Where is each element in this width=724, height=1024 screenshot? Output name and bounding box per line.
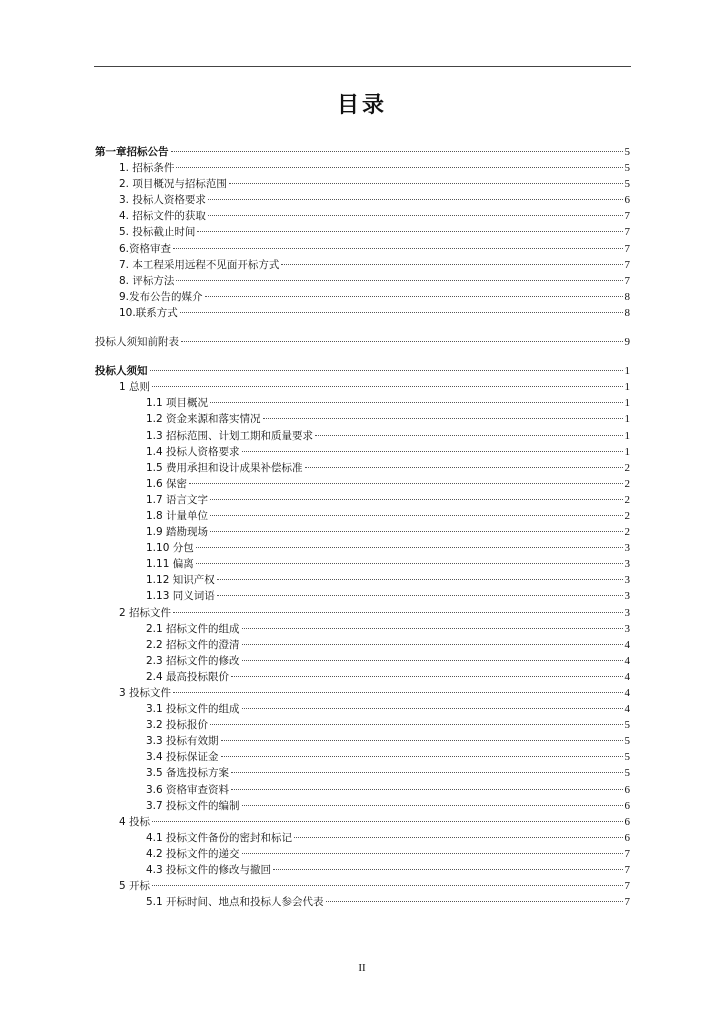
toc-entry-label: 7. 本工程采用远程不见面开标方式 bbox=[119, 258, 280, 271]
toc-dot-leader bbox=[231, 772, 622, 773]
toc-entry-label: 2. 项目概况与招标范围 bbox=[119, 178, 227, 191]
toc-entry-label: 1.6 保密 bbox=[146, 477, 188, 490]
toc-entry-label: 3.5 备选投标方案 bbox=[146, 767, 230, 780]
toc-dot-leader bbox=[181, 341, 623, 342]
toc-dot-leader bbox=[176, 167, 622, 168]
toc-dot-leader bbox=[197, 231, 622, 232]
toc-entry-label: 3.4 投标保证金 bbox=[146, 751, 219, 764]
toc-dot-leader bbox=[326, 901, 623, 902]
toc-dot-leader bbox=[210, 724, 622, 725]
toc-entry-page: 5 bbox=[624, 767, 630, 780]
toc-entry[interactable] bbox=[95, 363, 630, 379]
toc-entry-page: 7 bbox=[624, 864, 630, 877]
toc-entry[interactable] bbox=[95, 846, 630, 862]
toc-dot-leader bbox=[263, 418, 623, 419]
toc-entry[interactable] bbox=[95, 685, 630, 701]
toc-entry[interactable] bbox=[95, 605, 630, 621]
toc-entry-label: 1.3 招标范围、计划工期和质量要求 bbox=[146, 429, 314, 442]
toc-entry-label: 3.1 投标文件的组成 bbox=[146, 703, 240, 716]
toc-entry[interactable] bbox=[95, 144, 630, 160]
toc-entry-label: 4.2 投标文件的递交 bbox=[146, 847, 240, 860]
toc-entry-label: 1 总则 bbox=[119, 381, 151, 394]
toc-entry[interactable] bbox=[95, 669, 630, 685]
toc-dot-leader bbox=[171, 151, 623, 152]
toc-entry-page: 5 bbox=[624, 751, 630, 764]
toc-entry-label: 1.4 投标人资格要求 bbox=[146, 445, 240, 458]
toc-entry-label: 5. 投标截止时间 bbox=[119, 226, 196, 239]
toc-entry-page: 5 bbox=[624, 719, 630, 732]
toc-entry-label: 9.发布公告的媒介 bbox=[119, 290, 203, 303]
toc-entry-page: 7 bbox=[624, 847, 630, 860]
toc-entry-label: 投标人须知前附表 bbox=[95, 336, 179, 349]
toc-dot-leader bbox=[217, 579, 623, 580]
page-number: II bbox=[358, 962, 366, 974]
toc-entry-page: 2 bbox=[624, 493, 630, 506]
toc-entry-label: 4. 招标文件的获取 bbox=[119, 210, 206, 223]
toc-entry-label: 3 投标文件 bbox=[119, 687, 172, 699]
toc-dot-leader bbox=[242, 660, 623, 661]
toc-dot-leader bbox=[210, 499, 622, 500]
toc-entry-label: 第一章招标公告 bbox=[95, 146, 169, 158]
toc-entry[interactable] bbox=[95, 653, 630, 669]
toc-entry-page: 3 bbox=[624, 622, 630, 635]
toc-entry-page: 7 bbox=[624, 274, 630, 287]
toc-dot-leader bbox=[173, 248, 622, 249]
toc-dot-leader bbox=[208, 215, 623, 216]
toc-entry[interactable] bbox=[95, 379, 630, 395]
toc-dot-leader bbox=[152, 386, 622, 387]
toc-dot-leader bbox=[221, 756, 623, 757]
toc-dot-leader bbox=[242, 451, 623, 452]
toc-dot-leader bbox=[281, 264, 622, 265]
toc-dot-leader bbox=[208, 199, 623, 200]
toc-dot-leader bbox=[173, 612, 622, 613]
toc-entry-label: 2.2 招标文件的澄清 bbox=[146, 638, 240, 651]
toc-entry-page: 7 bbox=[624, 896, 630, 909]
toc-entry[interactable] bbox=[95, 637, 630, 653]
toc-entry[interactable] bbox=[95, 717, 630, 733]
toc-entry[interactable] bbox=[95, 621, 630, 637]
toc-entry-page: 6 bbox=[624, 799, 630, 812]
toc-entry-page: 6 bbox=[624, 831, 630, 844]
toc-entry-label: 1.7 语言文字 bbox=[146, 493, 209, 506]
toc-entry-page: 1 bbox=[624, 365, 630, 378]
toc-dot-leader bbox=[242, 805, 623, 806]
toc-dot-leader bbox=[273, 869, 622, 870]
toc-entry[interactable] bbox=[95, 814, 630, 830]
toc-entry[interactable] bbox=[95, 273, 630, 289]
toc-entry-page: 7 bbox=[624, 210, 630, 223]
toc-entry[interactable] bbox=[95, 395, 630, 411]
toc-dot-leader bbox=[231, 789, 622, 790]
toc-entry[interactable] bbox=[95, 798, 630, 814]
toc-dot-leader bbox=[242, 644, 623, 645]
toc-entry-page: 1 bbox=[624, 381, 630, 394]
toc-entry-page: 2 bbox=[624, 461, 630, 474]
toc-entry-page: 5 bbox=[624, 178, 630, 191]
toc-entry-page: 2 bbox=[624, 526, 630, 539]
toc-entry-page: 6 bbox=[624, 783, 630, 796]
toc-entry[interactable] bbox=[95, 733, 630, 749]
toc-entry[interactable] bbox=[95, 305, 630, 321]
toc-entry-page: 2 bbox=[624, 477, 630, 490]
toc-entry-label: 2.1 招标文件的组成 bbox=[146, 622, 240, 635]
toc-entry[interactable] bbox=[95, 862, 630, 878]
toc-entry-page: 3 bbox=[624, 590, 630, 603]
toc-entry-page: 8 bbox=[624, 290, 630, 303]
toc-dot-leader bbox=[180, 312, 623, 313]
toc-dot-leader bbox=[196, 563, 623, 564]
toc-entry[interactable] bbox=[95, 257, 630, 273]
toc-entry-page: 9 bbox=[624, 336, 630, 349]
toc-entry-page: 2 bbox=[624, 509, 630, 522]
toc-entry-label: 4.1 投标文件备份的密封和标记 bbox=[146, 831, 293, 844]
toc-dot-leader bbox=[294, 837, 622, 838]
toc-entry[interactable] bbox=[95, 241, 630, 257]
toc-entry[interactable] bbox=[95, 508, 630, 524]
toc-dot-leader bbox=[173, 692, 622, 693]
toc-entry[interactable] bbox=[95, 894, 630, 910]
toc-dot-leader bbox=[205, 296, 623, 297]
toc-entry-label: 1.1 项目概况 bbox=[146, 397, 209, 410]
toc-entry[interactable] bbox=[95, 830, 630, 846]
toc-entry-page: 7 bbox=[624, 226, 630, 239]
toc-entry[interactable] bbox=[95, 160, 630, 176]
toc-dot-leader bbox=[242, 708, 623, 709]
toc-entry-page: 4 bbox=[624, 703, 630, 716]
toc-entry-page: 4 bbox=[624, 638, 630, 651]
toc-entry-label: 1.12 知识产权 bbox=[146, 574, 215, 587]
toc-entry-label: 6.资格审查 bbox=[119, 242, 172, 255]
toc-entry-page: 3 bbox=[624, 558, 630, 571]
toc-dot-leader bbox=[189, 483, 622, 484]
toc-entry-page: 1 bbox=[624, 429, 630, 442]
toc-dot-leader bbox=[152, 885, 622, 886]
toc-entry-label: 4.3 投标文件的修改与撤回 bbox=[146, 864, 272, 877]
toc-entry-label: 1. 招标条件 bbox=[119, 162, 175, 175]
toc-entry-page: 4 bbox=[624, 654, 630, 667]
page-title: 目录 bbox=[336, 93, 387, 118]
toc-entry-label: 1.11 偏离 bbox=[146, 558, 194, 571]
toc-entry-page: 3 bbox=[624, 606, 630, 619]
toc-entry[interactable] bbox=[95, 224, 630, 240]
toc-dot-leader bbox=[231, 676, 622, 677]
toc-entry-page: 3 bbox=[624, 542, 630, 555]
toc-dot-leader bbox=[242, 628, 623, 629]
toc-entry-page: 5 bbox=[624, 146, 630, 158]
toc-dot-leader bbox=[152, 821, 622, 822]
toc-entry-page: 1 bbox=[624, 445, 630, 458]
toc-entry-page: 3 bbox=[624, 574, 630, 587]
toc-entry[interactable] bbox=[95, 460, 630, 476]
toc-entry-label: 3.6 资格审查资料 bbox=[146, 783, 230, 796]
toc-entry[interactable] bbox=[95, 540, 630, 556]
toc-entry[interactable] bbox=[95, 334, 630, 350]
toc-entry-label: 投标人须知 bbox=[95, 365, 148, 378]
toc-entry[interactable] bbox=[95, 192, 630, 208]
toc-entry[interactable] bbox=[95, 701, 630, 717]
toc-entry-label: 3. 投标人资格要求 bbox=[119, 194, 206, 207]
toc-entry-label: 2 招标文件 bbox=[119, 606, 172, 619]
toc-entry-label: 5 开标 bbox=[119, 880, 151, 893]
toc-entry[interactable] bbox=[95, 765, 630, 781]
toc-entry[interactable] bbox=[95, 428, 630, 444]
header-rule bbox=[94, 66, 631, 67]
toc-entry[interactable] bbox=[95, 524, 630, 540]
toc-entry[interactable] bbox=[95, 782, 630, 798]
toc-dot-leader bbox=[315, 435, 622, 436]
toc-entry-label: 10.联系方式 bbox=[119, 306, 178, 319]
toc-entry-label: 5.1 开标时间、地点和投标人参会代表 bbox=[146, 896, 324, 909]
toc-entry-page: 5 bbox=[624, 735, 630, 748]
toc-entry-label: 3.3 投标有效期 bbox=[146, 735, 219, 748]
table-of-contents bbox=[95, 144, 630, 910]
toc-entry[interactable] bbox=[95, 878, 630, 894]
toc-entry-page: 4 bbox=[624, 687, 630, 699]
toc-entry-page: 5 bbox=[624, 162, 630, 175]
toc-dot-leader bbox=[210, 531, 622, 532]
toc-dot-leader bbox=[150, 370, 623, 371]
toc-entry[interactable] bbox=[95, 572, 630, 588]
toc-entry-page: 1 bbox=[624, 413, 630, 426]
toc-entry-label: 2.4 最高投标限价 bbox=[146, 670, 230, 683]
toc-entry[interactable] bbox=[95, 411, 630, 427]
toc-entry[interactable] bbox=[95, 176, 630, 192]
toc-dot-leader bbox=[229, 183, 623, 184]
toc-dot-leader bbox=[176, 280, 622, 281]
toc-entry-page: 7 bbox=[624, 880, 630, 893]
toc-entry-page: 1 bbox=[624, 397, 630, 410]
toc-entry-label: 3.7 投标文件的编制 bbox=[146, 799, 240, 812]
toc-dot-leader bbox=[210, 515, 622, 516]
toc-dot-leader bbox=[305, 467, 623, 468]
toc-entry-label: 1.9 踏勘现场 bbox=[146, 526, 209, 539]
toc-entry-page: 7 bbox=[624, 242, 630, 255]
toc-dot-leader bbox=[210, 402, 622, 403]
toc-entry[interactable] bbox=[95, 444, 630, 460]
toc-entry-label: 1.13 同义词语 bbox=[146, 590, 215, 603]
toc-entry-label: 3.2 投标报价 bbox=[146, 719, 209, 732]
toc-entry-page: 6 bbox=[624, 815, 630, 828]
toc-entry-label: 1.10 分包 bbox=[146, 542, 194, 555]
toc-entry-page: 7 bbox=[624, 258, 630, 271]
toc-entry-label: 8. 评标方法 bbox=[119, 274, 175, 287]
toc-entry-page: 8 bbox=[624, 306, 630, 319]
toc-entry[interactable] bbox=[95, 476, 630, 492]
toc-dot-leader bbox=[217, 595, 623, 596]
toc-entry[interactable] bbox=[95, 208, 630, 224]
toc-entry-label: 4 投标 bbox=[119, 815, 151, 828]
toc-entry[interactable] bbox=[95, 556, 630, 572]
toc-entry-label: 1.5 费用承担和设计成果补偿标准 bbox=[146, 461, 303, 474]
toc-entry-label: 1.8 计量单位 bbox=[146, 509, 209, 522]
toc-entry-page: 6 bbox=[624, 194, 630, 207]
toc-entry-label: 1.2 资金来源和落实情况 bbox=[146, 413, 261, 426]
toc-dot-leader bbox=[242, 853, 623, 854]
toc-entry[interactable] bbox=[95, 588, 630, 604]
toc-dot-leader bbox=[221, 740, 623, 741]
toc-entry[interactable] bbox=[95, 749, 630, 765]
toc-dot-leader bbox=[196, 547, 623, 548]
toc-entry-page: 4 bbox=[624, 670, 630, 683]
toc-entry[interactable] bbox=[95, 289, 630, 305]
toc-entry-label: 2.3 招标文件的修改 bbox=[146, 654, 240, 667]
toc-entry[interactable] bbox=[95, 492, 630, 508]
